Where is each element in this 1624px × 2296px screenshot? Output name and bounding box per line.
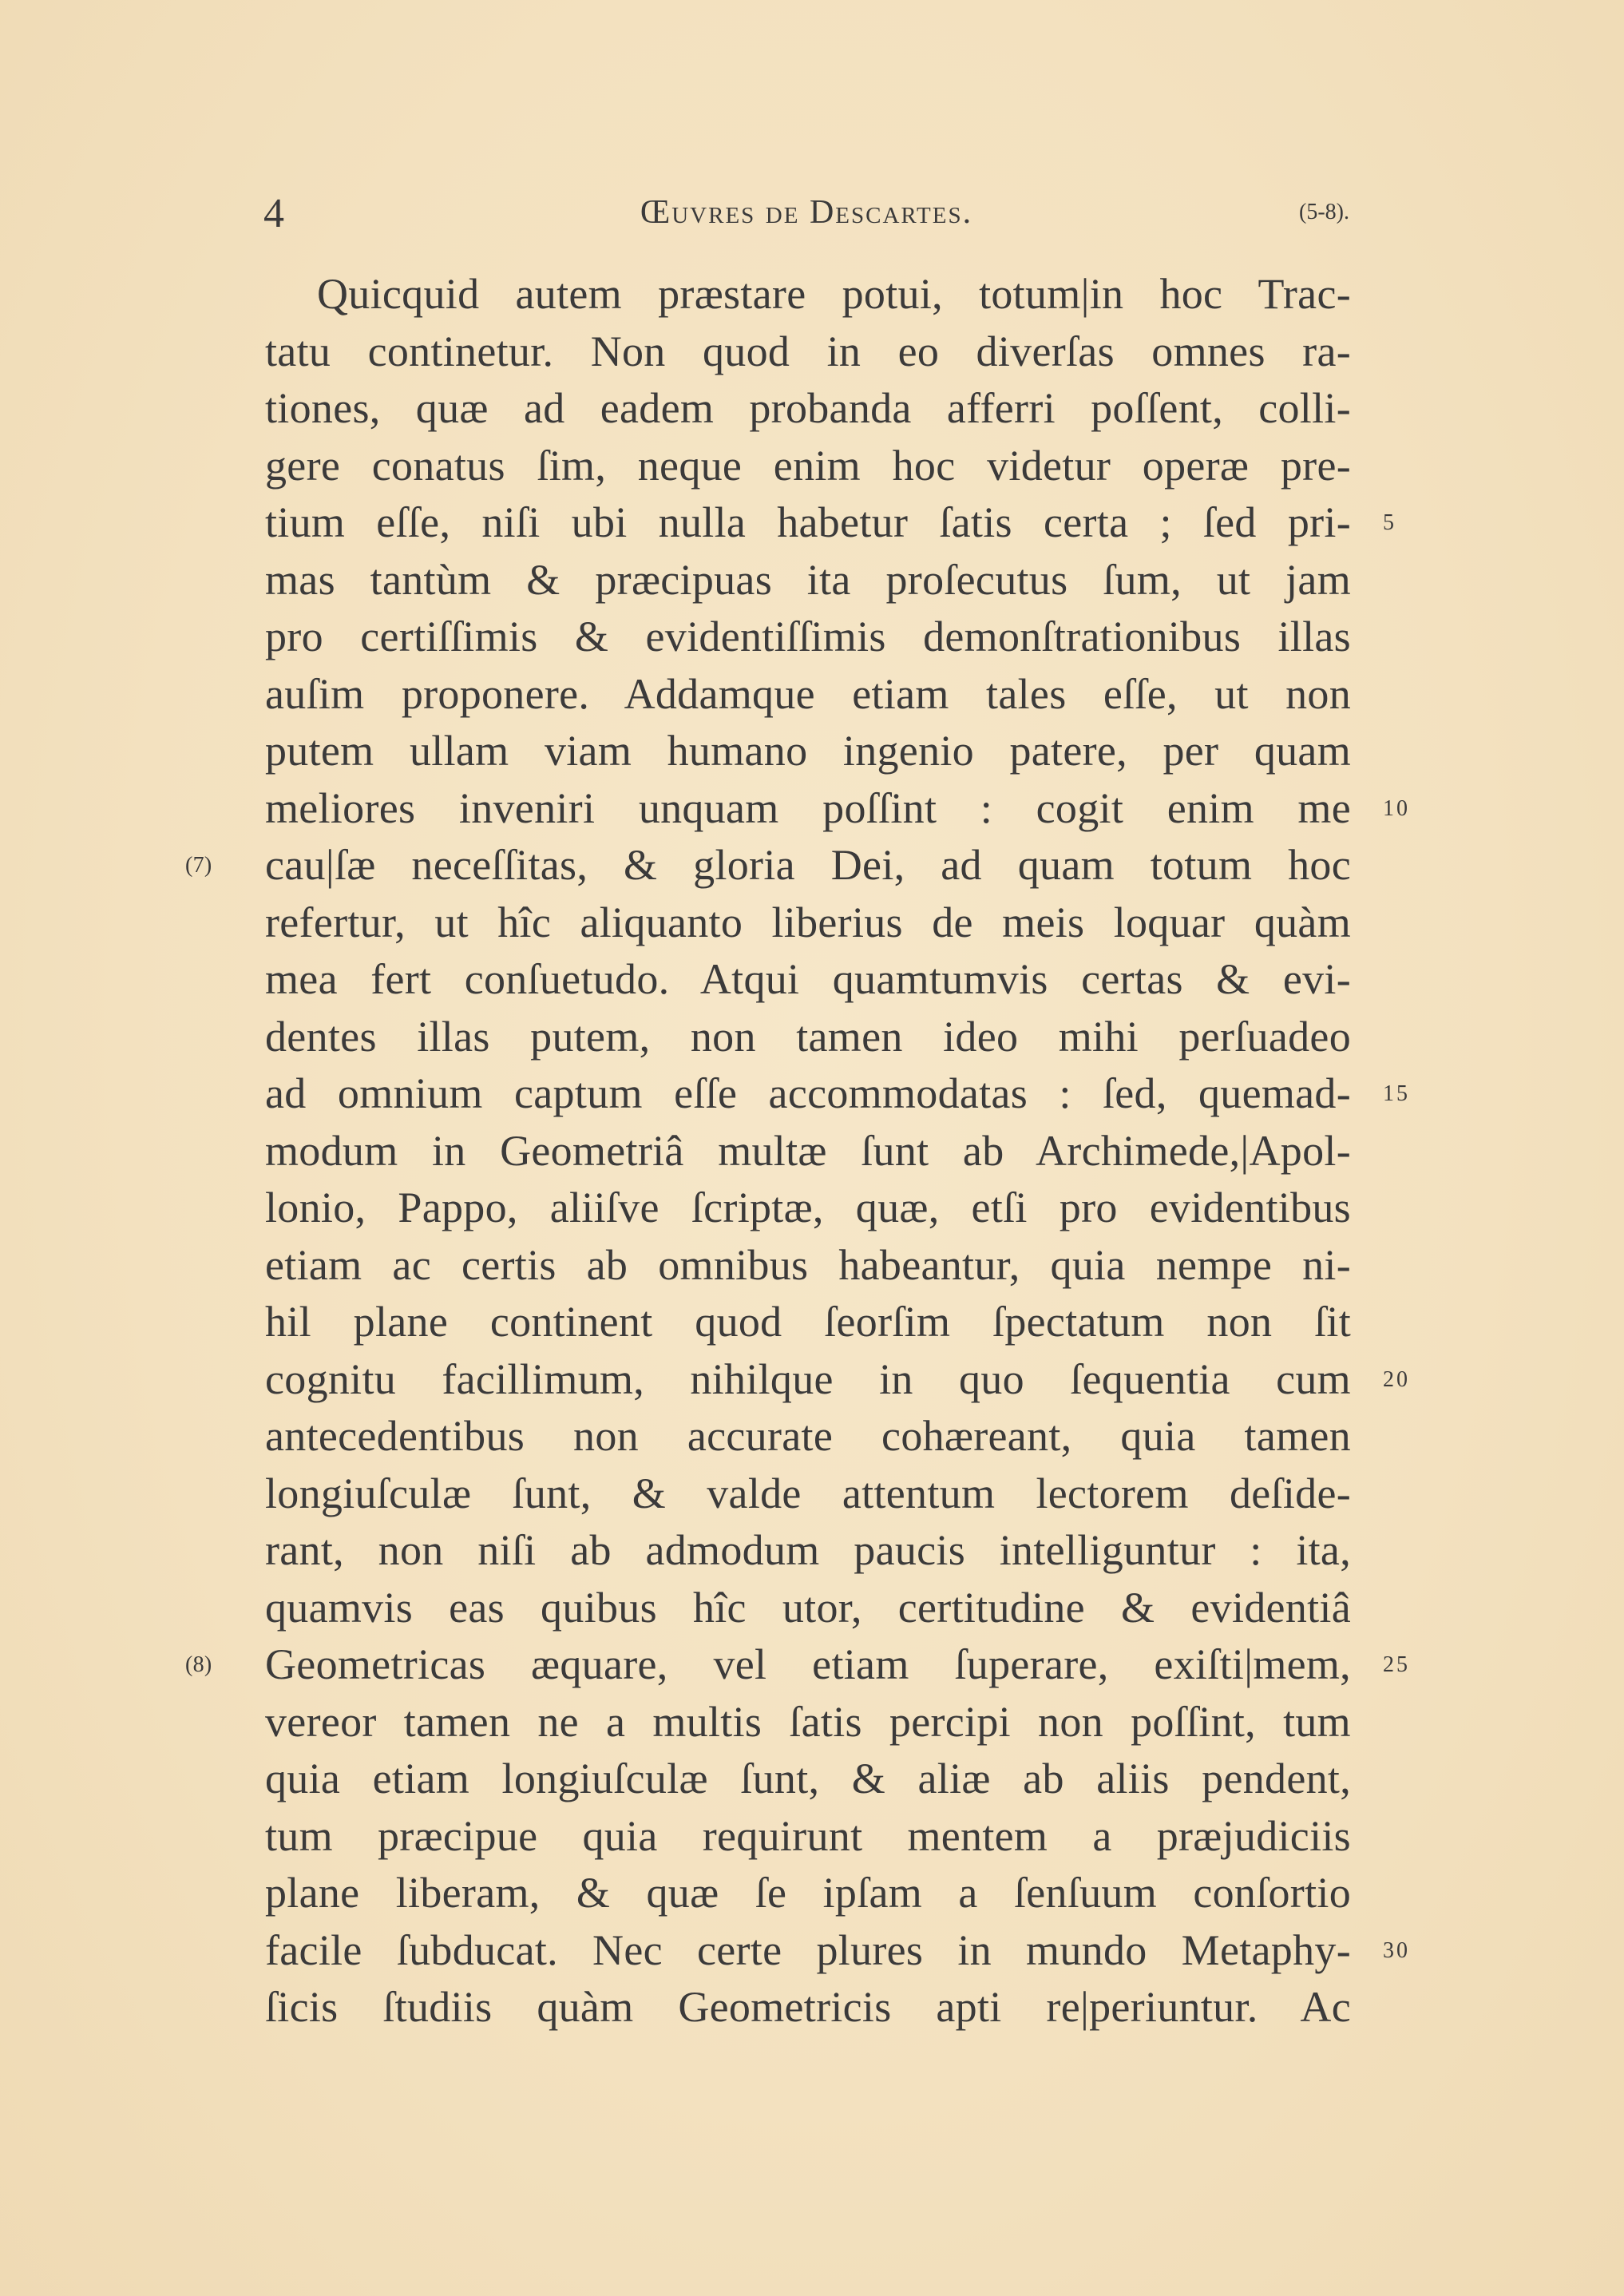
text-line [265,1694,1351,1751]
text-line [185,1636,1410,1694]
line-text: Quicquid autem præstare potui, totum|in hoc Trac- [317,270,1351,318]
line-text: mas tantùm & præcipuas ita proſecutus ſum, ut jam [265,555,1351,604]
text-line [265,951,1351,1009]
line-number: 30 [1383,1937,1410,1963]
original-page-marker: (8) [185,1652,212,1677]
text-line [265,1522,1351,1580]
line-text: plane liberam, & quæ ſe ipſam a ſenſuum conſortio [265,1869,1351,1917]
line-text: modum in Geometriâ multæ ſunt ab Archimede,|Apol- [265,1126,1351,1175]
text-line [265,1751,1351,1808]
line-text: auſim proponere. Addamque etiam tales eſſe, ut non [265,669,1351,718]
text-line [265,266,1351,323]
line-text: tatu continetur. Non quod in eo diverſas omnes ra- [265,327,1351,375]
line-text: lonio, Pappo, aliiſve ſcriptæ, quæ, etſi pro evidentibus [265,1184,1351,1231]
line-text: facile ſubducat. Nec certe plures in mundo Metaphy- [265,1925,1351,1974]
text-line [185,837,1351,894]
text-line [265,1123,1351,1180]
line-text: longiuſculæ ſunt, & valde attentum lectorem deſide- [265,1469,1351,1517]
text-line [265,894,1351,952]
page-reference: (5-8). [1299,200,1349,224]
line-text: ad omnium captum eſſe accommodatas : ſed, quemad- [265,1069,1351,1117]
text-line [265,1808,1351,1866]
line-number: 20 [1383,1366,1410,1392]
line-text: refertur, ut hîc aliquanto liberius de meis loquar quàm [265,898,1351,946]
line-number: 10 [1383,795,1410,821]
line-number: 5 [1383,510,1396,535]
text-line [265,1180,1351,1237]
line-text: pro certiſſimis & evidentiſſimis demonſtrationibus illas [265,613,1351,660]
page-header [263,190,1349,246]
text-line [265,609,1351,666]
text-line [265,1979,1351,2036]
page-number: 4 [263,191,284,236]
line-text: meliores inveniri unquam poſſint : cogit enim me [265,783,1351,832]
line-text: quia etiam longiuſculæ ſunt, & aliæ ab aliis pendent, [265,1755,1351,1802]
line-text: hil plane continent quod ſeorſim ſpectatum non ſit [265,1298,1351,1346]
line-text: putem ullam viam humano ingenio patere, per quam [265,727,1351,775]
line-text: cau|ſæ neceſſitas, & gloria Dei, ad quam totum hoc [265,841,1351,889]
text-line [265,438,1351,495]
text-line [265,1237,1351,1295]
line-text: tium eſſe, niſi ubi nulla habetur ſatis certa ; ſed pri- [265,498,1351,546]
text-line [265,323,1351,381]
line-text: antecedentibus non accurate cohæreant, quia tamen [265,1412,1351,1460]
line-text: gere conatus ſim, neque enim hoc videtur operæ pre- [265,441,1351,490]
original-page-marker: (7) [185,853,212,878]
text-line [265,552,1351,609]
line-text: quamvis eas quibus hîc utor, certitudine & evidentiâ [265,1583,1351,1632]
text-line [265,1580,1351,1637]
text-line [265,1408,1351,1465]
line-text: tiones, quæ ad eadem probanda afferri poſſent, colli- [265,384,1351,432]
line-text: ſicis ſtudiis quàm Geometricis apti re|periuntur. Ac [265,1983,1351,2031]
text-line [265,1351,1410,1409]
line-text: etiam ac certis ab omnibus habeantur, quia nempe ni- [265,1240,1351,1289]
text-line [265,1465,1351,1523]
line-text: vereor tamen ne a multis ſatis percipi non poſſint, tum [265,1697,1351,1746]
text-line [265,666,1351,724]
text-line [265,1865,1351,1922]
text-line [265,1009,1351,1066]
text-line [265,1065,1410,1123]
text-line [265,723,1351,780]
text-line [265,1922,1410,1980]
line-text: Geometricas æquare, vel etiam ſuperare, exiſti|mem, [265,1640,1351,1688]
line-number: 25 [1383,1652,1410,1677]
line-text: cognitu facillimum, nihilque in quo ſequentia cum [265,1354,1351,1403]
running-title: Œuvres de Descartes. [640,194,973,231]
line-text: dentes illas putem, non tamen ideo mihi perſuadeo [265,1012,1351,1061]
text-line [265,1294,1351,1351]
text-line [265,780,1410,838]
body-text [185,266,1410,2036]
line-text: rant, non niſi ab admodum paucis intelliguntur : ita, [265,1526,1351,1574]
line-text: mea fert conſuetudo. Atqui quamtumvis certas & evi- [265,955,1351,1003]
text-line [265,494,1396,552]
text-line [265,380,1351,438]
line-text: tum præcipue quia requirunt mentem a præjudiciis [265,1811,1351,1860]
line-number: 15 [1383,1081,1410,1106]
